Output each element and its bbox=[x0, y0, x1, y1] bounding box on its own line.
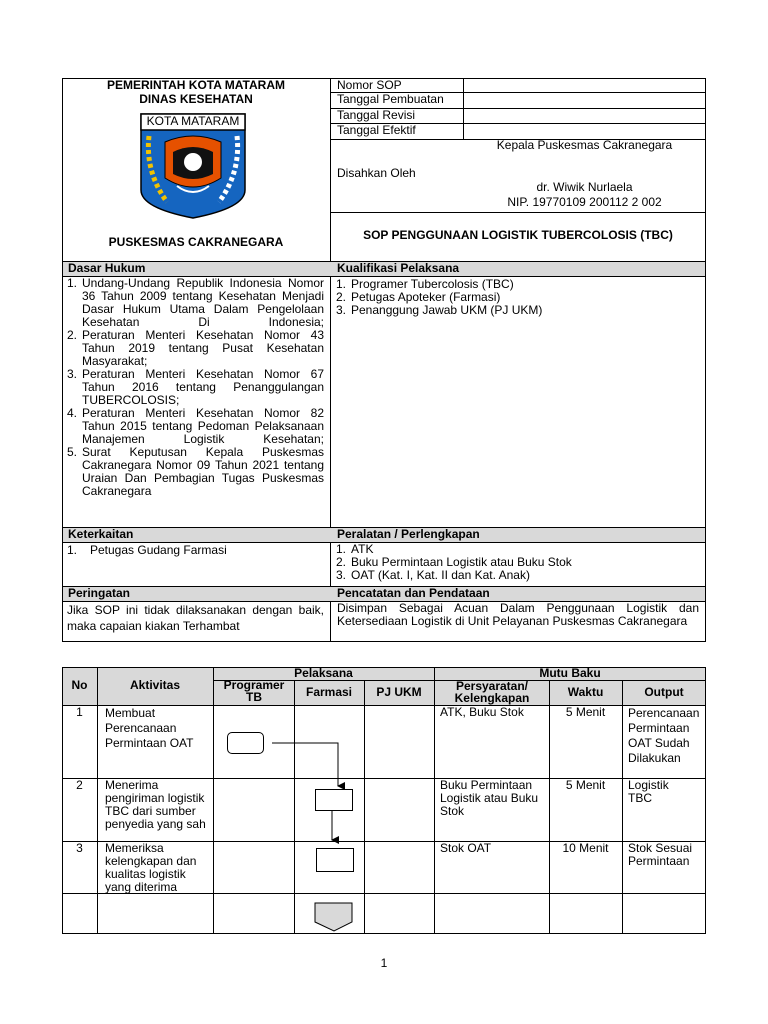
list-item: 5. Surat Keputusan Kepala Puskesmas Cakranegara Nomor 09 Tahun 2021 tentang Uraian Dan Pembagian Tugas Puskesmas Cakranegara bbox=[67, 445, 324, 498]
list-item: 1. Programer Tubercolosis (TBC) bbox=[336, 277, 514, 291]
col-aktivitas: Aktivitas bbox=[129, 678, 181, 692]
row-2-persyaratan: Buku Permintaan Logistik atau Buku Stok bbox=[440, 778, 539, 818]
col-persyaratan: Persyaratan/ Kelengkapan bbox=[454, 679, 530, 705]
list-item: 3. Peraturan Menteri Kesehatan Nomor 67 Tahun 2016 tentang Penanggulangan TUBERCOLOSIS; bbox=[67, 367, 324, 407]
approver-name: dr. Wiwik Nurlaela bbox=[536, 180, 633, 194]
row-3-waktu: 10 Menit bbox=[562, 841, 609, 855]
col-waktu: Waktu bbox=[567, 685, 604, 699]
gov-name: PEMERINTAH KOTA MATARAM bbox=[107, 78, 285, 92]
row-3-no: 3 bbox=[76, 841, 83, 855]
col-farmasi: Farmasi bbox=[305, 685, 353, 699]
row-1-no: 1 bbox=[76, 705, 83, 719]
list-item: 2. Buku Permintaan Logistik atau Buku Stok bbox=[336, 555, 572, 569]
approver-title: Kepala Puskesmas Cakranegara bbox=[496, 138, 673, 152]
row-3-aktivitas: Memeriksa kelengkapan dan kualitas logistik yang diterima bbox=[105, 841, 197, 894]
page-number: 1 bbox=[380, 956, 388, 970]
row-2-waktu: 5 Menit bbox=[565, 778, 606, 792]
peringatan-text: Jika SOP ini tidak dilaksanakan dengan baik, maka capaian kiakan Terhambat bbox=[67, 603, 324, 633]
dasar-hukum-title: Dasar Hukum bbox=[68, 261, 146, 275]
flow-process-check bbox=[316, 848, 354, 872]
keterkaitan-title: Keterkaitan bbox=[68, 527, 134, 541]
list-item: 2. Peraturan Menteri Kesehatan Nomor 43 Tahun 2019 tentang Pusat Kesehatan Masyarakat; bbox=[67, 328, 324, 368]
row-1-persyaratan: ATK, Buku Stok bbox=[440, 705, 524, 719]
list-item: 2. Petugas Apoteker (Farmasi) bbox=[336, 290, 501, 304]
list-item: 3. OAT (Kat. I, Kat. II dan Kat. Anak) bbox=[336, 568, 530, 582]
row-2-no: 2 bbox=[76, 778, 83, 792]
logo-caption: KOTA MATARAM bbox=[146, 114, 240, 128]
field-label-tanggal-pembuatan: Tanggal Pembuatan bbox=[337, 92, 444, 106]
dept-name: DINAS KESEHATAN bbox=[139, 92, 253, 106]
flow-offpage-connector bbox=[315, 903, 353, 932]
col-pelaksana: Pelaksana bbox=[294, 666, 353, 680]
row-3-output: Stok Sesuai Permintaan bbox=[628, 841, 693, 868]
puskesmas-name: PUSKESMAS CAKRANEGARA bbox=[108, 235, 284, 249]
row-3-persyaratan: Stok OAT bbox=[440, 841, 492, 855]
field-label-nomor-sop: Nomor SOP bbox=[337, 78, 402, 92]
kualifikasi-title: Kualifikasi Pelaksana bbox=[337, 261, 460, 275]
row-1-waktu: 5 Menit bbox=[565, 705, 606, 719]
row-1-output: Perencanaan Permintaan OAT Sudah Dilakukan bbox=[628, 706, 700, 765]
flow-process-receive bbox=[315, 789, 353, 811]
row-1-aktivitas: Membuat Perencanaan Permintaan OAT bbox=[105, 706, 194, 750]
col-programer-tb: Programer TB bbox=[223, 678, 285, 704]
field-label-tanggal-efektif: Tanggal Efektif bbox=[337, 123, 416, 137]
row-2-output: Logistik TBC bbox=[628, 778, 669, 805]
row-2-aktivitas: Menerima pengiriman logistik TBC dari sumber penyedia yang sah bbox=[105, 778, 206, 831]
list-item: 4. Peraturan Menteri Kesehatan Nomor 82 Tahun 2015 tentang Pedoman Pelaksanaan Manajemen Logistik Kesehatan; bbox=[67, 406, 324, 446]
pencatatan-title: Pencatatan dan Pendataan bbox=[337, 586, 490, 600]
list-item: 1. Undang-Undang Republik Indonesia Nomor 36 Tahun 2009 tentang Kesehatan Menjadi Dasar Hukum Utama Dalam Pengelolaan Kesehatan Di Indonesia; bbox=[67, 276, 324, 329]
peralatan-title: Peralatan / Perlengkapan bbox=[337, 527, 480, 541]
list-item: 3. Penanggung Jawab UKM (PJ UKM) bbox=[336, 303, 543, 317]
col-mutu-baku: Mutu Baku bbox=[539, 666, 601, 680]
approver-nip: NIP. 19770109 200112 2 002 bbox=[507, 195, 662, 209]
col-pj-ukm: PJ UKM bbox=[376, 685, 422, 699]
list-item: 1. Petugas Gudang Farmasi bbox=[67, 543, 227, 557]
approved-by-label: Disahkan Oleh bbox=[337, 166, 416, 180]
list-item: 1. ATK bbox=[336, 542, 374, 556]
pencatatan-text: Disimpan Sebagai Acuan Dalam Penggunaan Logistik dan Ketersediaan Logistik di Unit Pelayanan Puskesmas Cakranegara bbox=[337, 601, 699, 628]
col-no: No bbox=[71, 678, 88, 692]
col-output: Output bbox=[644, 685, 684, 699]
sop-title: SOP PENGGUNAAN LOGISTIK TUBERCOLOSIS (TBC) bbox=[363, 228, 673, 242]
field-label-tanggal-revisi: Tanggal Revisi bbox=[337, 108, 416, 122]
peringatan-title: Peringatan bbox=[68, 586, 131, 600]
